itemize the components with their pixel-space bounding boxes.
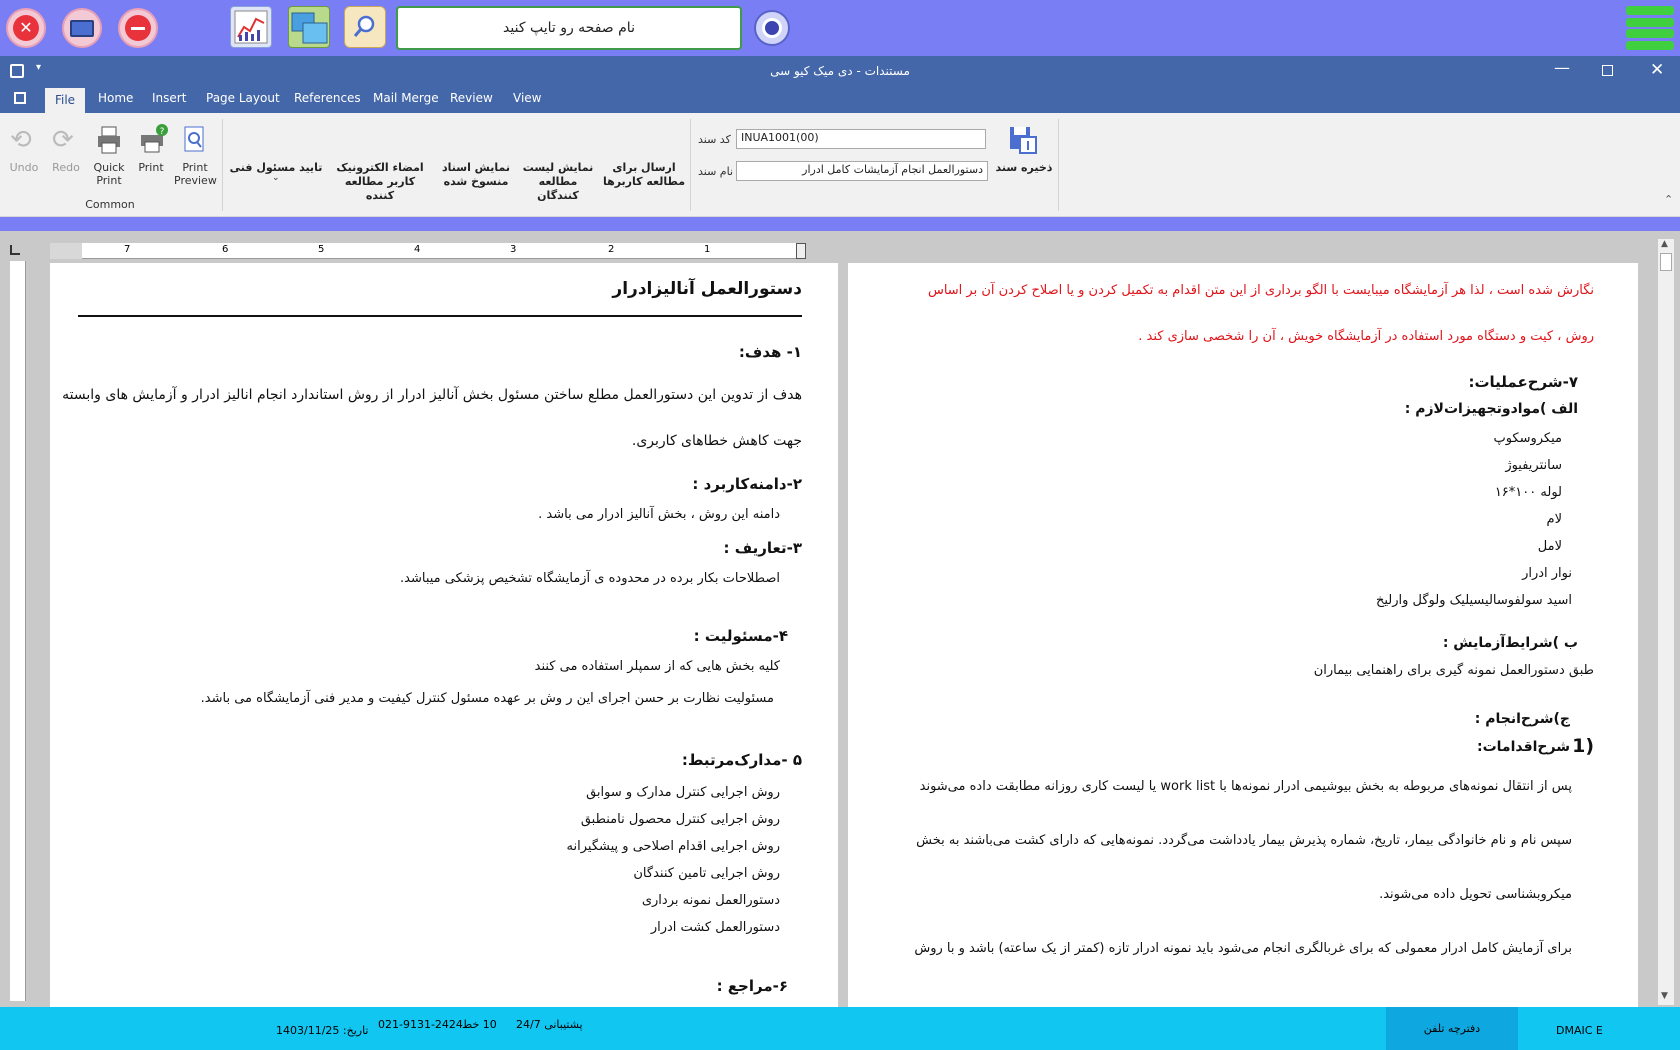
- equipment-item: لوله ۱۰۰*۱۶: [1494, 485, 1562, 500]
- print-button[interactable]: Print: [138, 161, 164, 174]
- doc-code-label: کد سند: [698, 133, 731, 146]
- confirm-technical-manager-button[interactable]: تایید مسئول فنی: [229, 161, 323, 174]
- equipment-item: لام: [1546, 512, 1562, 527]
- hamburger-menu-icon[interactable]: [1624, 2, 1676, 54]
- list-item: روش اجرایی تامین کنندگان: [633, 866, 780, 881]
- window-minimize-button[interactable]: —: [1554, 58, 1570, 77]
- window-maximize-button[interactable]: [1602, 65, 1613, 76]
- ruler-number: 7: [124, 244, 131, 255]
- indent-marker[interactable]: [796, 243, 806, 259]
- doc-code-field[interactable]: INUA1001(00): [736, 129, 986, 149]
- section-heading: ۲-دامنه‌کاربرد :: [692, 475, 802, 493]
- paragraph: کلیه بخش هایی که از سمپلر استفاده می کنند: [534, 659, 780, 674]
- show-readers-line1[interactable]: نمایش لیست: [522, 161, 594, 174]
- doc-title: دستورالعمل آنالیزادرار: [612, 279, 802, 299]
- tab-page-layout[interactable]: Page Layout: [206, 91, 280, 105]
- paragraph: اصطلاحات بکار برده در محدوده ی آزمایشگاه تشخیص پزشکی میباشد.: [400, 571, 780, 586]
- quick-access-dropdown-icon[interactable]: ▾: [36, 62, 42, 73]
- redo-icon: ⟳: [52, 125, 74, 155]
- print-preview-icon: [183, 125, 207, 155]
- scroll-down-icon[interactable]: ▼: [1661, 991, 1668, 1001]
- section-heading: ۷-شرح‌عملیات:: [1468, 373, 1578, 391]
- equipment-item: میکروسکوپ: [1493, 431, 1562, 446]
- ruler-number: 5: [318, 244, 325, 255]
- tab-home[interactable]: Home: [98, 91, 134, 105]
- show-obsolete-line2[interactable]: منسوخ شده: [443, 175, 509, 188]
- quick-print-button[interactable]: Quick Print: [93, 161, 125, 187]
- equipment-item: اسید سولفوسالیسیلیک ولوگل وارلیخ: [1375, 593, 1572, 608]
- tab-insert[interactable]: Insert: [152, 91, 187, 105]
- section-heading: ۱- هدف:: [738, 343, 802, 361]
- note-text: نگارش شده است ، لذا هر آزمایشگاه میبایست با الگو برداری از این متن اقدام به تکمیل کردن و یا اصلاح کردن آن بر اساس: [927, 283, 1594, 298]
- section-heading: ۵ -مدارک‌مرتبط:: [681, 751, 802, 769]
- status-bar: [0, 1007, 1680, 1050]
- document-page-left[interactable]: [50, 263, 838, 1007]
- save-icon: [1006, 123, 1038, 155]
- ribbon-panel: [0, 113, 1680, 217]
- list-item: دستورالعمل کشت ادرار: [650, 920, 780, 935]
- scroll-up-icon[interactable]: ▲: [1661, 239, 1668, 249]
- show-obsolete-line1[interactable]: نمایش اسناد: [442, 161, 510, 174]
- paragraph: برای آزمایش کامل ادرار معمولی که برای غربالگری انجام می‌شود باید نمونه ادرار تازه (کمتر از یک ساعته) باشد و با روش: [914, 941, 1572, 956]
- ribbon-tabs: [0, 86, 1680, 113]
- horizontal-ruler: [50, 243, 802, 259]
- vertical-scrollbar[interactable]: [1658, 239, 1674, 1005]
- minimize-circle-icon[interactable]: [118, 8, 158, 48]
- status-phone: 021-9131-2424: [378, 1018, 463, 1031]
- collapse-ribbon-icon[interactable]: ⌃: [1664, 193, 1674, 206]
- menu-list-icon[interactable]: [14, 92, 26, 104]
- paragraph: دامنه این روش ، بخش آنالیز ادرار می باشد .: [538, 507, 780, 522]
- title-rule: [78, 315, 802, 317]
- doc-name-field[interactable]: دستورالعمل انجام آزمایشات کامل ادرار: [736, 161, 988, 181]
- tab-selector-icon[interactable]: [10, 245, 20, 255]
- tab-file[interactable]: File: [45, 88, 85, 113]
- top-launcher-bar: [0, 0, 1680, 56]
- paragraph: طبق دستورالعمل نمونه گیری برای راهنمایی بیماران: [1313, 663, 1594, 678]
- ruler-number: 4: [414, 244, 421, 255]
- section-heading: ۴-مسئولیت :: [693, 627, 788, 645]
- window-title: مستندات - دی میک کیو سی: [770, 64, 910, 78]
- equipment-item: سانتریفیوژ: [1505, 458, 1562, 473]
- scroll-thumb[interactable]: [1660, 253, 1672, 271]
- ribbon-separator: [222, 119, 223, 211]
- undo-icon: ⟲: [10, 125, 32, 155]
- doc-name-label: نام سند: [698, 165, 734, 178]
- ruler-number: 1: [704, 244, 711, 255]
- ruler-number: 2: [608, 244, 615, 255]
- redo-button[interactable]: Redo: [52, 161, 80, 174]
- list-item: روش اجرایی کنترل محصول نامنطبق: [580, 812, 780, 827]
- tab-view[interactable]: View: [513, 91, 542, 105]
- undo-button[interactable]: Undo: [9, 161, 39, 174]
- tab-mail-merge[interactable]: Mail Merge: [373, 91, 439, 105]
- ribbon-separator: [1058, 119, 1059, 211]
- ribbon-separator: [690, 119, 691, 211]
- print-preview-button[interactable]: Print Preview: [174, 161, 217, 187]
- ribbon-group-label: Common: [85, 198, 135, 211]
- phonebook-button[interactable]: [1386, 1007, 1518, 1050]
- send-to-readers-line2[interactable]: مطالعه کاربرها: [602, 175, 686, 188]
- paragraph: جهت کاهش خطاهای کاربری.: [631, 433, 802, 449]
- document-workspace: [0, 231, 1680, 1007]
- paragraph: مسئولیت نظارت بر حسن اجرای این ر وش بر عهده مسئول کنترل کیفیت و مدیر فنی آزمایشگاه می باشد.: [200, 691, 774, 706]
- tab-references[interactable]: References: [294, 91, 361, 105]
- section-heading: ۶-مراجع :: [716, 977, 788, 995]
- show-readers-line2[interactable]: مطالعه کنندگان: [537, 175, 579, 202]
- svg-text:?: ?: [159, 127, 165, 137]
- esign-reader-line2[interactable]: کاربر مطالعه کننده: [344, 175, 416, 202]
- ruler-number: 6: [222, 244, 229, 255]
- section-heading: ۳-تعاریف :: [723, 539, 802, 557]
- list-item: روش اجرایی کنترل مدارک و سوابق: [586, 785, 780, 800]
- esign-reader-line1[interactable]: امضاء الکترونیک: [336, 161, 424, 174]
- page-search-input[interactable]: نام صفحه رو تایپ کنید: [396, 6, 742, 50]
- subsection-heading: شرح‌اقدامات:: [1476, 739, 1570, 755]
- save-document-button[interactable]: ذخیره سند: [995, 161, 1053, 174]
- subsection-heading: ب )شرایط‌آزمایش :: [1442, 635, 1578, 651]
- chart-report-icon[interactable]: [230, 6, 272, 48]
- phonebook-label: دفترچه تلفن: [1423, 1022, 1481, 1035]
- shutter-icon[interactable]: [754, 10, 790, 46]
- subsection-heading: ج)شرح‌انجام :: [1474, 711, 1570, 727]
- print-icon: [137, 123, 169, 155]
- send-to-readers-line1[interactable]: ارسال برای: [612, 161, 676, 174]
- quick-print-icon: [96, 125, 122, 155]
- status-lines: 10 خط: [462, 1018, 497, 1031]
- ruler-number: 3: [510, 244, 517, 255]
- list-item: دستورالعمل نمونه برداری: [641, 893, 780, 908]
- equipment-item: نوار ادرار: [1522, 566, 1572, 581]
- paragraph: هدف از تدوین این دستورالعمل مطلع ساختن مسئول بخش آنالیز ادرار از روش استاندارد انجام انالیز ادرار و آزمایش های وابسته: [62, 387, 802, 403]
- list-item: روش اجرایی اقدام اصلاحی و پیشگیرانه: [566, 839, 780, 854]
- paragraph: پس از انتقال نمونه‌های مربوطه به بخش بیوشیمی ادرار نمونه‌ها با work list یا لیست کاری روزانه مطابقت داده می‌شوند: [919, 779, 1572, 794]
- monitor-icon[interactable]: [62, 8, 102, 48]
- step-number: 1): [1572, 735, 1594, 757]
- windows-layout-icon[interactable]: [288, 6, 330, 48]
- window-close-button[interactable]: ✕: [1650, 60, 1665, 80]
- document-page-right[interactable]: [848, 263, 1638, 1007]
- status-app-name: DMAIC E: [1556, 1024, 1603, 1037]
- equipment-item: لامل: [1537, 539, 1562, 554]
- note-text: روش ، کیت و دستگاه مورد استفاده در آزمایشگاه خویش ، آن را شخصی سازی کند .: [1138, 329, 1594, 344]
- vertical-ruler: [10, 261, 26, 1001]
- window-titlebar: [0, 56, 1680, 86]
- status-support: پشتیبانی 24/7: [516, 1018, 583, 1031]
- paragraph: میکروبشناسی تحویل داده می‌شوند.: [1379, 887, 1572, 902]
- subsection-heading: الف )مواد‌وتجهیزات‌لازم :: [1404, 401, 1578, 417]
- status-date: تاریخ: 1403/11/25: [276, 1024, 369, 1037]
- paragraph: سپس نام و نام خانوادگی بیمار، تاریخ، شماره پذیرش بیمار یادداشت می‌گردد. نمونه‌هایی که دارای کشت می‌باشند به بخش: [916, 833, 1572, 848]
- chevron-down-icon: ⌄: [272, 173, 280, 183]
- search-magnifier-icon[interactable]: [344, 6, 386, 48]
- tab-review[interactable]: Review: [450, 91, 493, 105]
- close-circle-icon[interactable]: ✕: [6, 8, 46, 48]
